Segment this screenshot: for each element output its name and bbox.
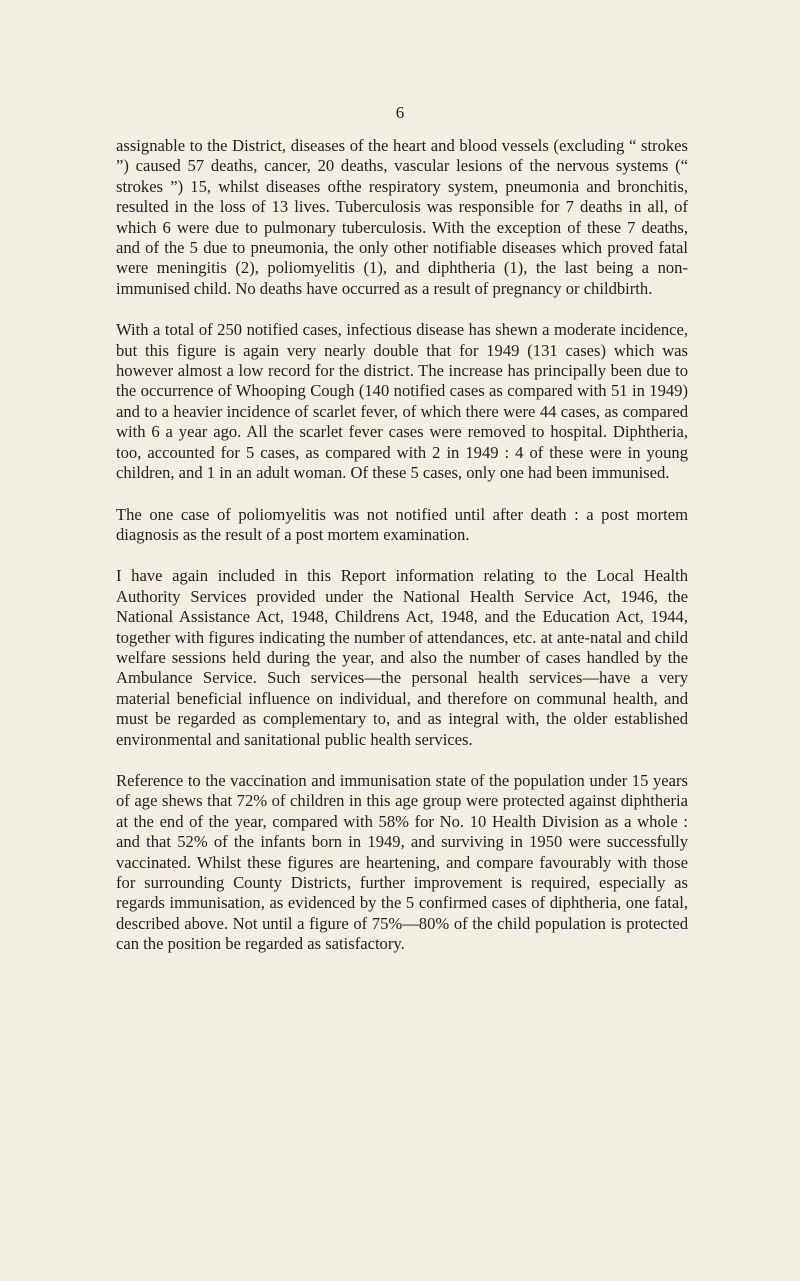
paragraph-infectious-disease: With a total of 250 notified cases, infectious disease has shewn a moderate incidence, but this figure is again very nearly double that for 1949 (131 cases) which was however almost a low record for the district. The increase has principally been due to the occurrence of Whooping Cough (140 notified cases as compared with 51 in 1949) and to a heavier incidence of scarlet fever, of which there were 44 cases, as compared with 6 a year ago. All the scarlet fever cases were removed to hospital. Diphtheria, too, accounted for 5 cases, as compared with 2 in 1949 : 4 of these were in young children, and 1 in an adult woman. Of these 5 cases, only one had been immunised. <box>116 320 688 483</box>
paragraph-mortality-causes: assignable to the District, diseases of the heart and blood vessels (excluding “ strokes ”) caused 57 deaths, cancer, 20 deaths, vascular lesions of the nervous systems (“ strokes ”) 15, whilst diseases ofthe respiratory system, pneumonia and bronchitis, resulted in the loss of 13 lives. Tuberculosis was responsible for 7 deaths in all, of which 6 were due to pulmonary tuberculosis. With the exception of these 7 deaths, and of the 5 due to pneumonia, the only other notifiable diseases which proved fatal were meningitis (2), poliomyelitis (1), and diphtheria (1), the last being a non-immunised child. No deaths have occurred as a result of pregnancy or childbirth. <box>116 136 688 298</box>
paragraph-vaccination: Reference to the vaccination and immunisation state of the population under 15 years of age shews that 72% of children in this age group were protected against diphtheria at the end of the year, compared with 58% for No. 10 Health Division as a whole : and that 52% of the infants born in 1949, and surviving in 1950 were successfully vaccinated. Whilst these figures are heartening, and compare favourably with those for surrounding County Districts, further improvement is required, especially as regards immunisation, as evidenced by the 5 confirmed cases of diphtheria, one fatal, described above. Not until a figure of 75%—80% of the child population is protected can the position be regarded as satisfactory. <box>116 770 688 954</box>
paragraph-health-services: I have again included in this Report information relating to the Local Health Authority Services provided under the National Health Service Act, 1946, the National Assistance Act, 1948, Childrens Act, 1948, and the Education Act, 1944, together with figures indicating the number of attendances, etc. at ante-natal and child welfare sessions held during the year, and also the number of cases handled by the Ambulance Service. Such services—the personal health services—have a very material beneficial influence on individual, and therefore on communal health, and must be regarded as complementary to, and as integral with, the older established environmental and sanitational public health services. <box>116 566 688 749</box>
report-body <box>116 136 688 976</box>
paragraph-poliomyelitis: The one case of poliomyelitis was not notified until after death : a post mortem diagnosis as the result of a post mortem examination. <box>116 504 688 544</box>
page-number: 6 <box>395 103 405 122</box>
